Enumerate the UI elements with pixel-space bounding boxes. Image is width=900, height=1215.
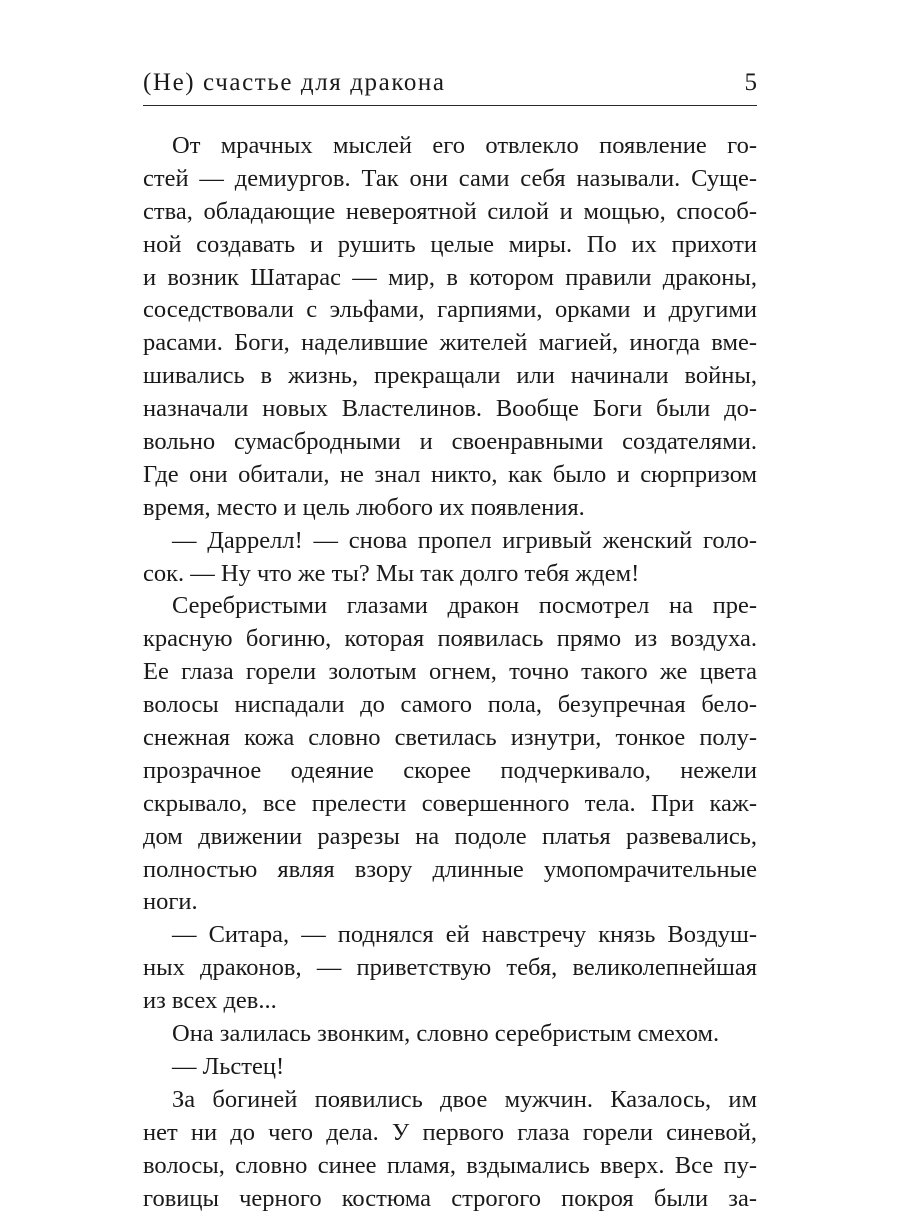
text-line: нет ни до чего дела. У первого глаза горели синевой, (143, 1117, 757, 1150)
text-line: Где они обитали, не знал никто, как было и сюрпризом (143, 459, 757, 492)
text-line: снежная кожа словно светилась изнутри, тонкое полу- (143, 722, 757, 755)
text-line: волосы, словно синее пламя, вздымались вверх. Все пу- (143, 1150, 757, 1183)
text-line: вольно сумасбродными и своенравными создателями. (143, 426, 757, 459)
text-line: Она залилась звонким, словно серебристым смехом. (143, 1018, 757, 1051)
text-line: назначали новых Властелинов. Вообще Боги были до- (143, 393, 757, 426)
text-line: красную богиню, которая появилась прямо из воздуха. (143, 623, 757, 656)
text-line: время, место и цель любого их появления. (143, 492, 757, 525)
text-line: За богиней появились двое мужчин. Казалось, им (143, 1084, 757, 1117)
text-line: ства, обладающие невероятной силой и мощью, способ- (143, 196, 757, 229)
text-line: говицы черного костюма строгого покроя были за- (143, 1183, 757, 1215)
text-line: расами. Боги, наделившие жителей магией, иногда вме- (143, 327, 757, 360)
text-line: — Даррелл! — снова пропел игривый женский голо- (143, 525, 757, 558)
text-line: сок. — Ну что же ты? Мы так долго тебя ждем! (143, 558, 757, 591)
header-rule (143, 105, 757, 106)
text-line: полностью являя взору длинные умопомрачительные (143, 854, 757, 887)
text-line: дом движении разрезы на подоле платья развевались, (143, 821, 757, 854)
text-line: волосы ниспадали до самого пола, безупречная бело- (143, 689, 757, 722)
text-line: ной создавать и рушить целые миры. По их прихоти (143, 229, 757, 262)
text-line: — Льстец! (143, 1051, 757, 1084)
text-line: стей — демиургов. Так они сами себя называли. Суще- (143, 163, 757, 196)
text-line: Серебристыми глазами дракон посмотрел на пре- (143, 590, 757, 623)
running-title: (Не) счастье для дракона (143, 66, 446, 100)
body-text (143, 130, 757, 1215)
page-number: 5 (745, 66, 758, 100)
text-line: шивались в жизнь, прекращали или начинали войны, (143, 360, 757, 393)
text-line: Ее глаза горели золотым огнем, точно такого же цвета (143, 656, 757, 689)
text-line: От мрачных мыслей его отвлекло появление го- (143, 130, 757, 163)
text-line: ноги. (143, 886, 757, 919)
text-line: ных драконов, — приветствую тебя, великолепнейшая (143, 952, 757, 985)
text-line: из всех дев... (143, 985, 757, 1018)
text-line: соседствовали с эльфами, гарпиями, орками и другими (143, 294, 757, 327)
text-line: — Ситара, — поднялся ей навстречу князь Воздуш- (143, 919, 757, 952)
text-line: и возник Шатарас — мир, в котором правили драконы, (143, 262, 757, 295)
text-line: прозрачное одеяние скорее подчеркивало, нежели (143, 755, 757, 788)
text-line: скрывало, все прелести совершенного тела. При каж- (143, 788, 757, 821)
running-header (143, 66, 757, 100)
